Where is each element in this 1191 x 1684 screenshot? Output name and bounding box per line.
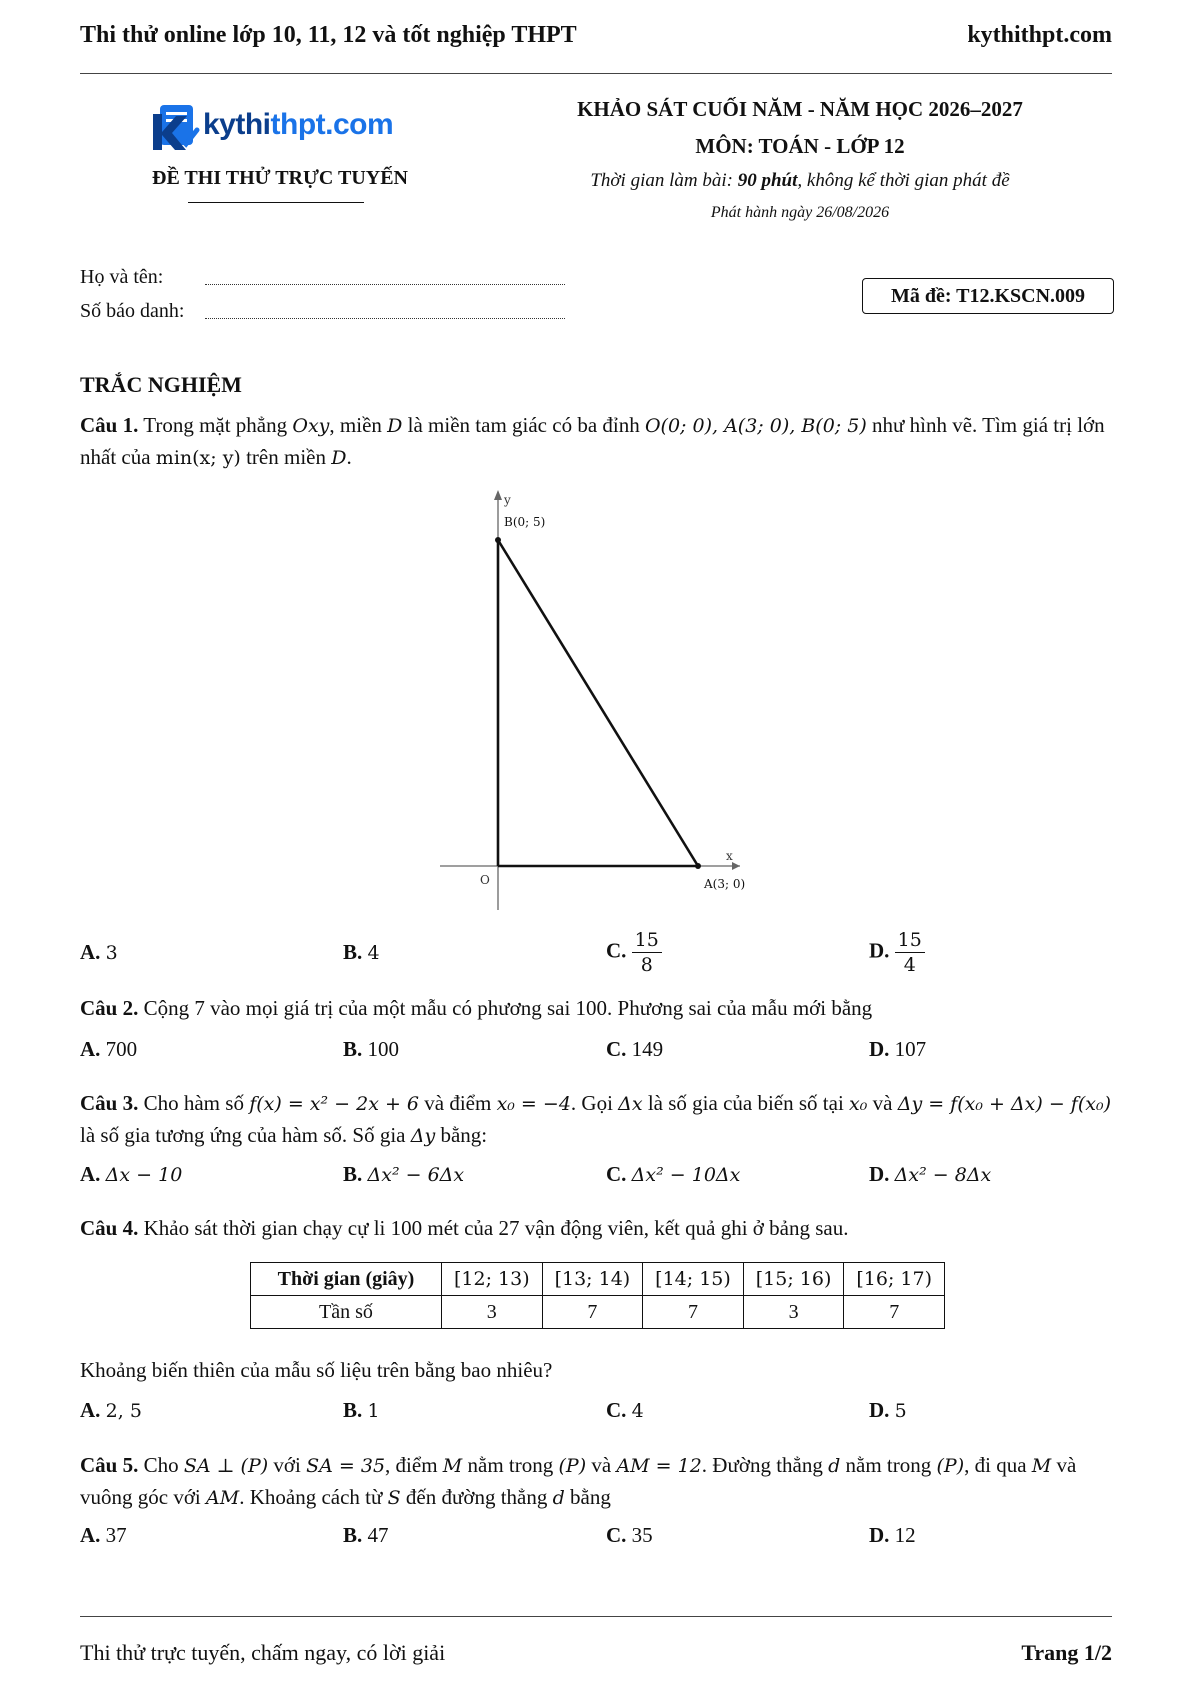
q5-text: nằm trong bbox=[462, 1453, 559, 1477]
x-axis-label: x bbox=[726, 849, 733, 863]
q2-text: Cộng 7 vào mọi giá trị của một mẫu có phương sai 100. Phương sai của mẫu mới bằng bbox=[138, 996, 873, 1020]
q3-option-a[interactable] bbox=[80, 1162, 182, 1187]
option-value: 1 bbox=[367, 1400, 380, 1422]
option-label: C. bbox=[606, 1037, 627, 1061]
logo-text bbox=[203, 108, 393, 142]
option-label: D. bbox=[869, 1523, 890, 1547]
exam-type-underline bbox=[188, 202, 364, 203]
q2-option-a[interactable] bbox=[80, 1037, 137, 1062]
q4-option-b[interactable] bbox=[343, 1398, 380, 1423]
option-label: C. bbox=[606, 1398, 627, 1422]
question-3-options bbox=[80, 1162, 1112, 1194]
q3-option-d[interactable] bbox=[869, 1162, 991, 1187]
q5-text: và bbox=[586, 1453, 617, 1477]
option-label: D. bbox=[869, 938, 890, 963]
q3-text: là số gia tương ứng của hàm số. Số gia bbox=[80, 1123, 411, 1147]
q3-text: và điểm bbox=[419, 1091, 497, 1115]
table-header-cell: Tần số bbox=[251, 1296, 442, 1329]
question-2-options bbox=[80, 1037, 1112, 1069]
release-date: Phát hành ngày 26/08/2026 bbox=[710, 204, 890, 221]
question-2-label: Câu 2. bbox=[80, 996, 139, 1020]
q1-math: D bbox=[387, 415, 403, 437]
table-cell: 3 bbox=[442, 1296, 543, 1329]
q5-math: M bbox=[442, 1455, 463, 1477]
label-b: B(0; 5) bbox=[504, 515, 546, 529]
exam-time bbox=[520, 170, 1080, 192]
logo-text-a: kythi bbox=[203, 108, 271, 141]
q5-math: AM bbox=[206, 1487, 240, 1509]
exam-subject: MÔN: TOÁN - LỚP 12 bbox=[695, 134, 905, 158]
q3-option-c[interactable] bbox=[606, 1162, 740, 1187]
q5-text: . Khoảng cách từ bbox=[239, 1485, 388, 1509]
option-value: Δx² − 8Δx bbox=[894, 1164, 992, 1186]
table-cell: 7 bbox=[643, 1296, 744, 1329]
student-id-field[interactable] bbox=[205, 304, 565, 319]
q1-text: , miền bbox=[329, 413, 388, 437]
option-value: Δx − 10 bbox=[105, 1164, 183, 1186]
question-1 bbox=[80, 410, 1112, 474]
q3-text: bằng: bbox=[435, 1123, 488, 1147]
q2-option-d[interactable] bbox=[869, 1037, 926, 1062]
name-field[interactable] bbox=[205, 270, 565, 285]
table-cell: [14; 15) bbox=[643, 1263, 744, 1296]
table-header-cell: Thời gian (giây) bbox=[251, 1263, 442, 1296]
q5-text: Cho bbox=[138, 1453, 184, 1477]
q3-text: là số gia của biến số tại bbox=[642, 1091, 850, 1115]
logo-mark-icon bbox=[150, 102, 200, 152]
q4-frequency-table bbox=[250, 1262, 945, 1329]
q1-option-a[interactable] bbox=[80, 940, 118, 965]
q5-text: nằm trong bbox=[840, 1453, 937, 1477]
option-value: 37 bbox=[105, 1523, 127, 1547]
fraction-denominator: 4 bbox=[903, 954, 916, 976]
exam-time-value: 90 phút bbox=[737, 170, 798, 191]
table-row bbox=[251, 1296, 945, 1329]
site-header-title: Thi thử online lớp 10, 11, 12 và tốt nghiệp THPT bbox=[80, 22, 577, 48]
q5-text: , đi qua bbox=[964, 1453, 1032, 1477]
q1-option-b[interactable] bbox=[343, 940, 380, 965]
option-label: D. bbox=[869, 1037, 890, 1061]
q4-prompt: Khoảng biến thiên của mẫu số liệu trên bằng bao nhiêu? bbox=[80, 1358, 553, 1382]
option-label: A. bbox=[80, 1398, 101, 1422]
q1-text: như hình vẽ. Tìm giá trị lớn nhất của bbox=[80, 413, 1105, 469]
y-axis-label: y bbox=[504, 493, 511, 507]
question-2 bbox=[80, 993, 1112, 1024]
section-title: TRẮC NGHIỆM bbox=[80, 372, 242, 397]
option-value: 700 bbox=[105, 1037, 138, 1061]
exam-type: ĐỀ THI THỬ TRỰC TUYẾN bbox=[152, 167, 408, 189]
name-label: Họ và tên: bbox=[80, 266, 164, 288]
q5-math: M bbox=[1031, 1455, 1052, 1477]
option-label: B. bbox=[343, 1523, 363, 1547]
question-1-options bbox=[80, 928, 1112, 988]
option-value: 4 bbox=[367, 942, 380, 964]
q5-option-c[interactable] bbox=[606, 1523, 653, 1548]
q4-text: Khảo sát thời gian chạy cự li 100 mét của 27 vận động viên, kết quả ghi ở bảng sau. bbox=[138, 1216, 849, 1240]
q5-text: . Đường thẳng bbox=[701, 1453, 829, 1477]
q4-option-a[interactable] bbox=[80, 1398, 142, 1423]
q3-math: x₀ = −4 bbox=[496, 1093, 571, 1115]
option-label: A. bbox=[80, 1523, 101, 1547]
q1-math: Oxy bbox=[292, 415, 330, 437]
q5-math: AM = 12 bbox=[616, 1455, 702, 1477]
q3-math: Δx bbox=[618, 1093, 643, 1115]
option-value: 107 bbox=[894, 1037, 927, 1061]
q1-math: O(0; 0), A(3; 0), B(0; 5) bbox=[644, 415, 867, 437]
q1-math: min(x; y) bbox=[155, 447, 241, 469]
q1-text: Trong mặt phẳng bbox=[138, 413, 293, 437]
option-value: Δx² − 10Δx bbox=[631, 1164, 741, 1186]
table-cell: [13; 14) bbox=[542, 1263, 643, 1296]
q2-option-b[interactable] bbox=[343, 1037, 399, 1062]
option-label: A. bbox=[80, 940, 101, 964]
question-4-options bbox=[80, 1398, 1112, 1430]
q5-math: d bbox=[828, 1455, 841, 1477]
question-4 bbox=[80, 1213, 1112, 1244]
vertex-a bbox=[695, 863, 701, 869]
q1-triangle-figure bbox=[440, 490, 770, 910]
q3-option-b[interactable] bbox=[343, 1162, 464, 1187]
table-cell: [16; 17) bbox=[844, 1263, 945, 1296]
table-cell: [15; 16) bbox=[743, 1263, 844, 1296]
q1-math: D bbox=[331, 447, 347, 469]
option-value: 35 bbox=[631, 1523, 653, 1547]
option-label: A. bbox=[80, 1162, 101, 1186]
q5-text: bằng bbox=[564, 1485, 611, 1509]
q1-text: trên miền bbox=[240, 445, 332, 469]
q1-text: là miền tam giác có ba đỉnh bbox=[402, 413, 645, 437]
q5-math: (P) bbox=[558, 1455, 587, 1477]
option-label: C. bbox=[606, 1162, 627, 1186]
table-cell: 7 bbox=[844, 1296, 945, 1329]
table-cell: 7 bbox=[542, 1296, 643, 1329]
question-5-options bbox=[80, 1523, 1112, 1555]
x-axis-arrow-icon bbox=[732, 862, 740, 870]
fraction-numerator: 15 bbox=[632, 928, 662, 953]
q5-option-d[interactable] bbox=[869, 1523, 916, 1548]
option-value: 47 bbox=[367, 1523, 389, 1547]
label-a: A(3; 0) bbox=[704, 877, 746, 891]
header-divider bbox=[80, 73, 1112, 74]
exam-code-box: Mã đề: T12.KSCN.009 bbox=[862, 278, 1114, 314]
q3-text: Cho hàm số bbox=[138, 1091, 250, 1115]
option-fraction bbox=[632, 928, 662, 977]
logo-text-b: thpt.com bbox=[270, 108, 394, 141]
fraction-denominator: 8 bbox=[640, 954, 653, 976]
q3-text: . Gọi bbox=[570, 1091, 619, 1115]
q1-option-c[interactable] bbox=[606, 928, 662, 977]
q2-option-c[interactable] bbox=[606, 1037, 663, 1062]
question-1-label: Câu 1. bbox=[80, 413, 139, 437]
option-label: D. bbox=[869, 1162, 890, 1186]
q5-text: và vuông góc với bbox=[80, 1453, 1077, 1509]
exam-title: KHẢO SÁT CUỐI NĂM - NĂM HỌC 2026–2027 bbox=[577, 97, 1023, 121]
q5-math: SA = 35 bbox=[306, 1455, 386, 1477]
question-3 bbox=[80, 1088, 1112, 1152]
student-id-label: Số báo danh: bbox=[80, 300, 185, 322]
option-value: 2, 5 bbox=[105, 1400, 142, 1422]
question-3-label: Câu 3. bbox=[80, 1091, 139, 1115]
exam-time-prefix: Thời gian làm bài: bbox=[590, 170, 738, 191]
q5-math: d bbox=[552, 1487, 565, 1509]
option-value: 5 bbox=[894, 1400, 907, 1422]
exam-time-suffix: , không kể thời gian phát đề bbox=[797, 170, 1010, 191]
q5-option-a[interactable] bbox=[80, 1523, 127, 1548]
fraction-numerator: 15 bbox=[895, 928, 925, 953]
q5-text: , điểm bbox=[385, 1453, 443, 1477]
option-value: 149 bbox=[631, 1037, 664, 1061]
option-value: 4 bbox=[631, 1400, 644, 1422]
q4-option-c[interactable] bbox=[606, 1398, 644, 1423]
q1-text: . bbox=[346, 445, 352, 469]
q3-math: x₀ bbox=[849, 1093, 868, 1115]
option-value: 12 bbox=[894, 1523, 916, 1547]
option-label: C. bbox=[606, 938, 627, 963]
question-4-label: Câu 4. bbox=[80, 1216, 139, 1240]
option-label: D. bbox=[869, 1398, 890, 1422]
option-label: B. bbox=[343, 1037, 363, 1061]
table-cell: [12; 13) bbox=[442, 1263, 543, 1296]
q5-math: SA ⊥ (P) bbox=[183, 1455, 269, 1477]
q3-math: Δy bbox=[410, 1125, 436, 1147]
option-label: C. bbox=[606, 1523, 627, 1547]
q5-math: S bbox=[387, 1487, 401, 1509]
option-label: B. bbox=[343, 1162, 363, 1186]
q3-math: Δy = f(x₀ + Δx) − f(x₀) bbox=[897, 1093, 1111, 1115]
q3-math: f(x) = x² − 2x + 6 bbox=[249, 1093, 419, 1115]
edge-ab bbox=[498, 540, 698, 866]
origin-label: O bbox=[480, 873, 490, 887]
q4-option-d[interactable] bbox=[869, 1398, 907, 1423]
y-axis-arrow-icon bbox=[494, 490, 502, 500]
option-value: 3 bbox=[105, 942, 118, 964]
option-value: Δx² − 6Δx bbox=[367, 1164, 465, 1186]
question-5-label: Câu 5. bbox=[80, 1453, 139, 1477]
site-header-url[interactable]: kythithpt.com bbox=[967, 22, 1112, 48]
page-number: Trang 1/2 bbox=[1021, 1640, 1112, 1665]
table-cell: 3 bbox=[743, 1296, 844, 1329]
option-label: A. bbox=[80, 1037, 101, 1061]
table-row bbox=[251, 1263, 945, 1296]
q5-math: (P) bbox=[936, 1455, 965, 1477]
q5-text: với bbox=[268, 1453, 307, 1477]
q5-text: đến đường thẳng bbox=[400, 1485, 553, 1509]
footer-tagline: Thi thử trực tuyến, chấm ngay, có lời giải bbox=[80, 1640, 446, 1665]
question-5 bbox=[80, 1450, 1112, 1514]
site-logo bbox=[150, 102, 410, 152]
option-label: B. bbox=[343, 940, 363, 964]
q5-option-b[interactable] bbox=[343, 1523, 389, 1548]
q1-option-d[interactable] bbox=[869, 928, 925, 977]
option-label: B. bbox=[343, 1398, 363, 1422]
vertex-b bbox=[495, 537, 501, 543]
footer-divider bbox=[80, 1616, 1112, 1617]
option-fraction bbox=[895, 928, 925, 977]
q3-text: và bbox=[867, 1091, 898, 1115]
option-value: 100 bbox=[367, 1037, 400, 1061]
